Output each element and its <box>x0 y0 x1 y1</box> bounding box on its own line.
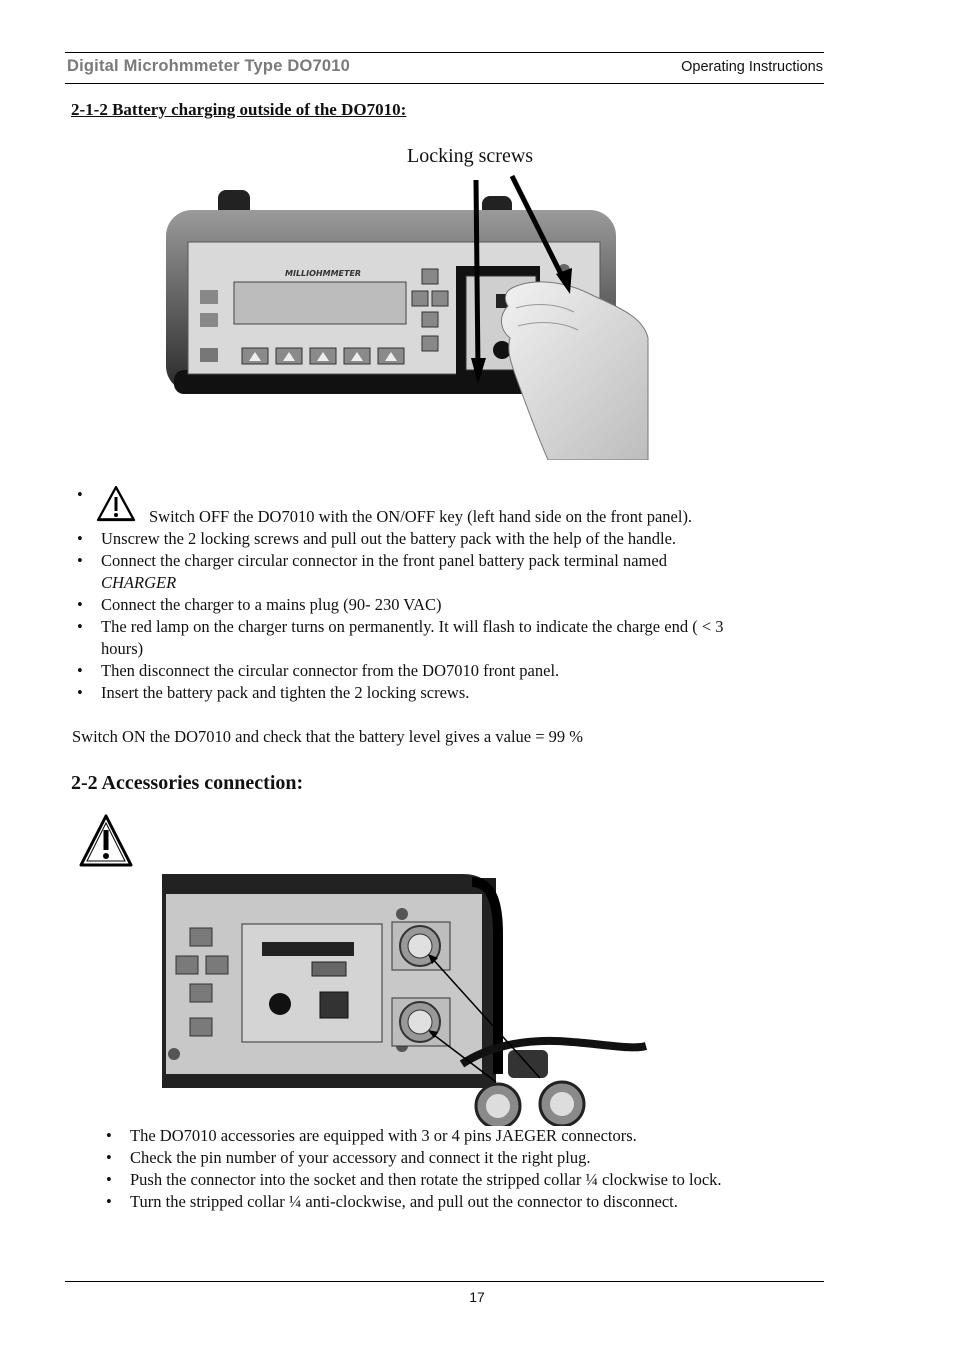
figure-label-locking-screws: Locking screws <box>407 145 534 167</box>
figure-accessory-connectors <box>162 874 648 1126</box>
list-item <box>72 616 742 660</box>
list-item <box>72 528 742 550</box>
bullet-red-lamp: The red lamp on the charger turns on permanently. It will flash to indicate the charge end ( < 3 hours) <box>101 617 724 658</box>
list-item <box>72 594 742 616</box>
document-title: Digital Microhmmeter Type DO7010 <box>67 57 351 75</box>
warning-icon-large <box>77 812 135 870</box>
list-item <box>72 550 742 594</box>
bullet-check-pins: Check the pin number of your accessory and connect it the right plug. <box>130 1148 591 1167</box>
section-heading-accessories: 2-2 Accessories connection: <box>71 772 304 794</box>
panel-brand-label: MILLIOHMMETER <box>285 269 362 278</box>
warning-icon <box>95 484 137 524</box>
charger-term: CHARGER <box>101 573 177 592</box>
list-item <box>101 1169 741 1191</box>
footer-rule <box>65 1281 824 1282</box>
bullet-switch-off: Switch OFF the DO7010 with the ON/OFF key (left hand side on the front panel). <box>149 507 693 526</box>
list-item <box>72 484 742 528</box>
bullet-mains-plug: Connect the charger to a mains plug (90- 230 VAC) <box>101 595 442 614</box>
closing-instruction: Switch ON the DO7010 and check that the battery level gives a value = 99 % <box>72 727 584 746</box>
list-item <box>72 682 742 704</box>
figure-battery-removal <box>160 170 650 460</box>
bullet-unscrew: Unscrew the 2 locking screws and pull out the battery pack with the help of the handle. <box>101 529 677 548</box>
bullet-jaeger-connectors: The DO7010 accessories are equipped with 3 or 4 pins JAEGER connectors. <box>130 1126 637 1145</box>
accessory-connection-steps <box>101 1125 741 1213</box>
bullet-push-connector: Push the connector into the socket and then rotate the stripped collar ¼ clockwise to lock. <box>130 1170 722 1189</box>
list-item <box>101 1125 741 1147</box>
bullet-insert-pack: Insert the battery pack and tighten the 2 locking screws. <box>101 683 470 702</box>
header-bottom-rule <box>65 83 824 84</box>
header-top-rule <box>65 52 824 53</box>
bullet-connect-connector: Connect the charger circular connector in the front panel battery pack terminal named <box>101 551 667 570</box>
list-item <box>101 1191 741 1213</box>
section-heading-battery-charging: 2-1-2 Battery charging outside of the DO7010: <box>71 100 407 119</box>
battery-charging-steps <box>72 484 742 704</box>
list-item <box>101 1147 741 1169</box>
page-number: 17 <box>469 1289 485 1305</box>
bullet-turn-collar: Turn the stripped collar ¼ anti-clockwise, and pull out the connector to disconnect. <box>130 1192 678 1211</box>
bullet-disconnect: Then disconnect the circular connector from the DO7010 front panel. <box>101 661 560 680</box>
document-section: Operating Instructions <box>681 59 823 75</box>
list-item <box>72 660 742 682</box>
